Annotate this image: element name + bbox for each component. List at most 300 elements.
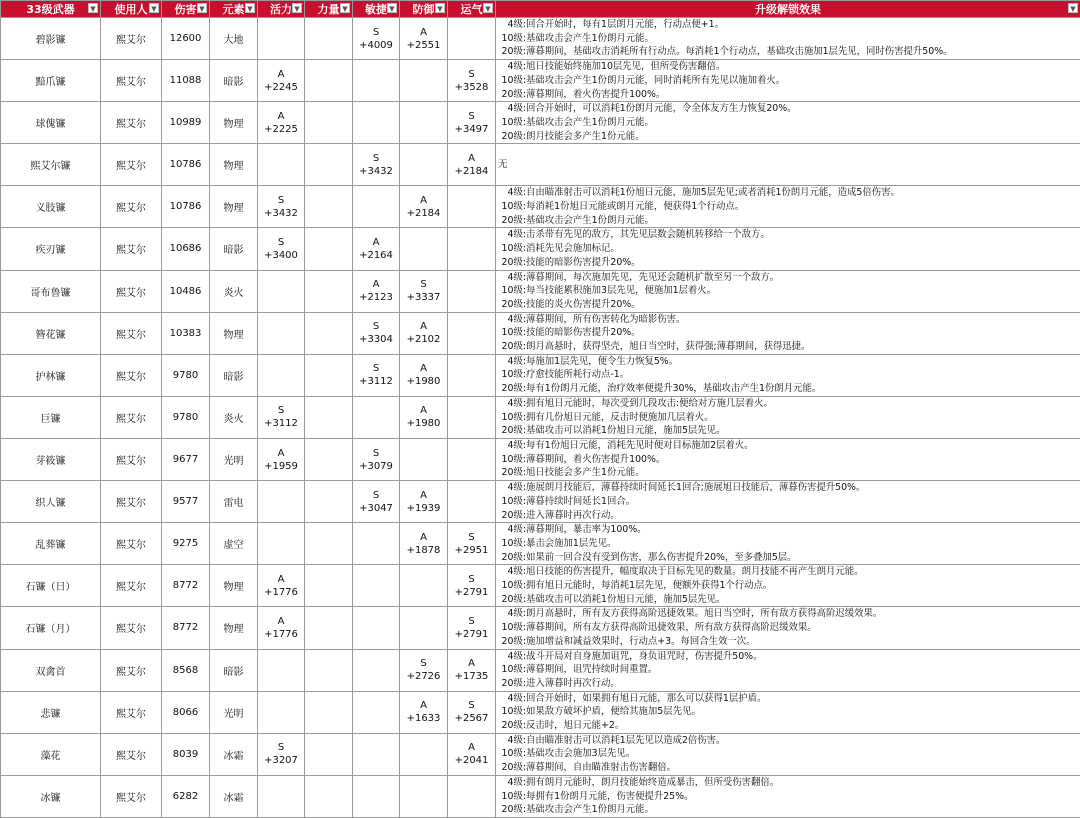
user-cell: 熙艾尔 — [101, 691, 162, 733]
effect-line — [498, 368, 1080, 382]
luck-cell — [448, 270, 496, 312]
effect-level: 4级: — [498, 18, 526, 32]
effect-level: 10级: — [498, 663, 526, 677]
effect-level: 10级: — [498, 537, 526, 551]
element-cell: 炎火 — [210, 270, 258, 312]
stat-value: +3337 — [400, 291, 447, 304]
effects-cell — [496, 186, 1080, 228]
filter-dropdown-icon[interactable]: ▼ — [387, 3, 397, 13]
effect-text: 自由瞄准射击可以消耗1层先见以造成2倍伤害。 — [526, 735, 725, 746]
vitality-cell — [258, 733, 305, 775]
damage-cell: 10989 — [162, 102, 210, 144]
effect-line — [498, 284, 1080, 298]
filter-dropdown-icon[interactable]: ▼ — [149, 3, 159, 13]
effect-text: 进入薄暮时再次行动。 — [526, 678, 620, 689]
effects-cell — [496, 649, 1080, 691]
element-cell: 物理 — [210, 312, 258, 354]
stat-value: +3432 — [258, 207, 304, 220]
effect-line — [498, 18, 1080, 32]
effect-level: 20级: — [498, 214, 526, 228]
stat-value: +3112 — [353, 375, 399, 388]
strength-cell — [305, 775, 353, 817]
stat-value: +1878 — [400, 544, 447, 557]
effect-line — [498, 677, 1080, 691]
header-agi[interactable] — [353, 1, 400, 18]
effects-cell — [496, 312, 1080, 354]
effect-line — [498, 650, 1080, 664]
stat-value: +4009 — [353, 39, 399, 52]
effect-text: 拥有旭日元能时，每消耗1层先见，便额外获得1个行动点。 — [526, 580, 772, 591]
effect-level: 4级: — [498, 60, 526, 74]
stat-value: +2245 — [258, 81, 304, 94]
effect-text: 基础攻击会产生1份朗月元能。 — [526, 33, 654, 44]
effect-level: 10级: — [498, 453, 526, 467]
luck-cell — [448, 228, 496, 270]
filter-dropdown-icon[interactable]: ▼ — [1068, 3, 1078, 13]
luck-cell — [448, 691, 496, 733]
stat-value: +2951 — [448, 544, 495, 557]
damage-cell: 10486 — [162, 270, 210, 312]
effect-level: 20级: — [498, 88, 526, 102]
stat-value: +2551 — [400, 39, 447, 52]
table-row — [1, 186, 1080, 228]
effect-line — [498, 761, 1080, 775]
effect-text: 基础攻击会施加3层先见。 — [526, 748, 635, 759]
user-cell: 熙艾尔 — [101, 733, 162, 775]
weapon-cell: 芽筱镰 — [1, 438, 101, 480]
element-cell: 物理 — [210, 607, 258, 649]
effect-level: 20级: — [498, 256, 526, 270]
element-cell: 物理 — [210, 565, 258, 607]
effect-text: 无 — [498, 159, 507, 170]
luck-cell — [448, 733, 496, 775]
effects-cell — [496, 733, 1080, 775]
effect-line — [498, 481, 1080, 495]
agility-cell — [353, 565, 400, 607]
effect-level: 4级: — [498, 523, 526, 537]
effect-level: 4级: — [498, 397, 526, 411]
effects-cell — [496, 481, 1080, 523]
filter-dropdown-icon[interactable]: ▼ — [340, 3, 350, 13]
stat-value: +2123 — [353, 291, 399, 304]
damage-cell: 9677 — [162, 438, 210, 480]
filter-dropdown-icon[interactable]: ▼ — [245, 3, 255, 13]
effect-level: 4级: — [498, 607, 526, 621]
effect-text: 每拥有1份朗月元能，伤害便提升25%。 — [526, 791, 693, 802]
effect-text: 击杀带有先见的敌方，其先见层数会随机转移给一个敌方。 — [526, 229, 770, 240]
effect-text: 薄暮期间，诅咒持续时间重置。 — [526, 664, 657, 675]
element-cell: 雷电 — [210, 481, 258, 523]
header-label: 使用人 — [115, 1, 148, 17]
vitality-cell — [258, 438, 305, 480]
damage-cell: 9780 — [162, 354, 210, 396]
damage-cell: 8066 — [162, 691, 210, 733]
effect-line — [498, 45, 1080, 59]
effects-cell — [496, 102, 1080, 144]
header-element[interactable] — [210, 1, 258, 18]
effect-text: 拥有旭日元能时，每次受到几段攻击:便给对方施几层着火。 — [526, 398, 773, 409]
effect-line — [498, 453, 1080, 467]
weapon-cell: 碧影镰 — [1, 18, 101, 60]
effect-text: 拥有朗月元能时，朗月技能始终造成暴击，但所受伤害翻倍。 — [526, 777, 779, 788]
effect-text: 每施加1层先见，便令生力恢复5%。 — [526, 356, 678, 367]
effects-cell — [496, 523, 1080, 565]
element-cell: 物理 — [210, 186, 258, 228]
effect-level: 4级: — [498, 271, 526, 285]
strength-cell — [305, 649, 353, 691]
stat-grade: A — [400, 489, 447, 502]
effect-line — [498, 60, 1080, 74]
weapon-cell: 藻花 — [1, 733, 101, 775]
stat-value: +2041 — [448, 754, 495, 767]
effect-level: 20级: — [498, 45, 526, 59]
stat-grade: S — [448, 573, 495, 586]
effects-cell — [496, 565, 1080, 607]
stat-value: +2184 — [400, 207, 447, 220]
weapon-cell: 义肢镰 — [1, 186, 101, 228]
header-user[interactable] — [101, 1, 162, 18]
effect-text: 旭日技能始终施加10层先见，但所受伤害翻倍。 — [526, 61, 725, 72]
element-cell: 冰霜 — [210, 733, 258, 775]
stat-grade: A — [258, 447, 304, 460]
effect-line — [498, 298, 1080, 312]
weapon-cell: 悲镰 — [1, 691, 101, 733]
header-label: 33级武器 — [26, 1, 74, 17]
stat-grade: A — [400, 194, 447, 207]
stat-grade: S — [448, 68, 495, 81]
effect-level: 20级: — [498, 340, 526, 354]
stat-grade: S — [353, 320, 399, 333]
stat-grade: S — [353, 489, 399, 502]
user-cell: 熙艾尔 — [101, 186, 162, 228]
user-cell: 熙艾尔 — [101, 481, 162, 523]
luck-cell — [448, 481, 496, 523]
effect-line — [498, 466, 1080, 480]
stat-grade: S — [448, 699, 495, 712]
stat-value: +1959 — [258, 460, 304, 473]
header-str[interactable] — [305, 1, 353, 18]
effect-level: 10级: — [498, 747, 526, 761]
luck-cell — [448, 102, 496, 144]
effect-line — [498, 719, 1080, 733]
luck-cell — [448, 312, 496, 354]
effect-level: 10级: — [498, 705, 526, 719]
stat-grade: A — [258, 615, 304, 628]
vitality-cell — [258, 354, 305, 396]
stat-grade: S — [448, 615, 495, 628]
agility-cell — [353, 481, 400, 523]
effect-level: 10级: — [498, 242, 526, 256]
effect-level: 10级: — [498, 116, 526, 130]
stat-grade: A — [400, 531, 447, 544]
effect-level: 20级: — [498, 382, 526, 396]
vitality-cell — [258, 18, 305, 60]
effect-text: 进入薄暮时再次行动。 — [526, 510, 620, 521]
header-def[interactable] — [400, 1, 448, 18]
strength-cell — [305, 228, 353, 270]
defense-cell — [400, 312, 448, 354]
stat-grade: A — [258, 110, 304, 123]
strength-cell — [305, 481, 353, 523]
effect-line — [498, 663, 1080, 677]
weapon-cell: 石镰（日） — [1, 565, 101, 607]
stat-grade: S — [258, 741, 304, 754]
effect-level: 10级: — [498, 411, 526, 425]
agility-cell — [353, 312, 400, 354]
element-cell: 物理 — [210, 144, 258, 186]
user-cell: 熙艾尔 — [101, 396, 162, 438]
defense-cell — [400, 691, 448, 733]
table-row — [1, 565, 1080, 607]
weapon-cell: 护林镰 — [1, 354, 101, 396]
effect-text: 战斗开局对自身施加诅咒，身负诅咒时，伤害提升50%。 — [526, 651, 762, 662]
effect-level: 20级: — [498, 424, 526, 438]
stat-value: +1776 — [258, 628, 304, 641]
effect-line — [498, 228, 1080, 242]
strength-cell — [305, 102, 353, 144]
weapon-cell: 黯爪镰 — [1, 60, 101, 102]
effect-line — [498, 397, 1080, 411]
filter-dropdown-icon[interactable]: ▼ — [435, 3, 445, 13]
header-label: 力量 — [318, 1, 340, 17]
effect-text: 每当技能累积施加3层先见，便施加1层着火。 — [526, 285, 716, 296]
effect-text: 薄暮期间，着火伤害提升100%。 — [526, 454, 665, 465]
damage-cell: 12600 — [162, 18, 210, 60]
effect-line — [498, 313, 1080, 327]
header-label: 活力 — [270, 1, 292, 17]
effect-line — [498, 355, 1080, 369]
user-cell: 熙艾尔 — [101, 354, 162, 396]
effect-line — [498, 382, 1080, 396]
effects-cell — [496, 691, 1080, 733]
agility-cell — [353, 270, 400, 312]
effect-text: 基础攻击可以消耗1份旭日元能，施加5层先见。 — [526, 594, 725, 605]
vitality-cell — [258, 270, 305, 312]
effects-cell — [496, 396, 1080, 438]
strength-cell — [305, 60, 353, 102]
user-cell: 熙艾尔 — [101, 775, 162, 817]
header-weapon[interactable] — [1, 1, 101, 18]
stat-grade: A — [400, 699, 447, 712]
damage-cell: 10786 — [162, 144, 210, 186]
effect-level: 4级: — [498, 228, 526, 242]
strength-cell — [305, 144, 353, 186]
effect-level: 4级: — [498, 481, 526, 495]
damage-cell: 8568 — [162, 649, 210, 691]
effect-text: 基础攻击会产生1份朗月元能。 — [526, 117, 654, 128]
vitality-cell — [258, 607, 305, 649]
effect-text: 朗月高悬时，所有友方获得高阶迅捷效果。旭日当空时，所有敌方获得高阶迟缓效果。 — [526, 608, 882, 619]
stat-value: +1735 — [448, 670, 495, 683]
effect-text: 薄暮期间，着火伤害提升100%。 — [526, 89, 665, 100]
vitality-cell — [258, 186, 305, 228]
effect-line — [498, 803, 1080, 817]
defense-cell — [400, 523, 448, 565]
stat-grade: S — [400, 657, 447, 670]
effect-text: 技能的暗影伤害提升20%。 — [526, 327, 641, 338]
stat-grade: A — [400, 362, 447, 375]
table-row — [1, 649, 1080, 691]
table-row — [1, 775, 1080, 817]
effect-line — [498, 200, 1080, 214]
damage-cell: 8772 — [162, 565, 210, 607]
element-cell: 物理 — [210, 102, 258, 144]
effect-text: 拥有几份旭日元能，反击时便施加几层着火。 — [526, 412, 714, 423]
element-cell: 虚空 — [210, 523, 258, 565]
defense-cell — [400, 438, 448, 480]
damage-cell: 9275 — [162, 523, 210, 565]
stat-grade: A — [353, 236, 399, 249]
stat-value: +3207 — [258, 754, 304, 767]
stat-grade: S — [353, 447, 399, 460]
element-cell: 大地 — [210, 18, 258, 60]
element-cell: 暗影 — [210, 60, 258, 102]
effects-cell — [496, 228, 1080, 270]
luck-cell — [448, 775, 496, 817]
effect-text: 基础攻击会产生1份朗月元能，同时消耗所有先见以施加着火。 — [526, 75, 785, 86]
stat-value: +3304 — [353, 333, 399, 346]
effects-cell — [496, 270, 1080, 312]
strength-cell — [305, 312, 353, 354]
table-row — [1, 102, 1080, 144]
defense-cell — [400, 228, 448, 270]
effect-text: 技能的暗影伤害提升20%。 — [526, 257, 641, 268]
strength-cell — [305, 396, 353, 438]
stat-grade: A — [258, 68, 304, 81]
agility-cell — [353, 228, 400, 270]
effect-line — [498, 692, 1080, 706]
effect-line — [498, 776, 1080, 790]
stat-grade: S — [353, 152, 399, 165]
effect-line — [498, 621, 1080, 635]
element-cell: 冰霜 — [210, 775, 258, 817]
user-cell: 熙艾尔 — [101, 60, 162, 102]
weapon-cell: 织人镰 — [1, 481, 101, 523]
header-label: 防御 — [413, 1, 435, 17]
header-luck[interactable] — [448, 1, 496, 18]
luck-cell — [448, 18, 496, 60]
agility-cell — [353, 354, 400, 396]
effect-line — [498, 116, 1080, 130]
vitality-cell — [258, 396, 305, 438]
vitality-cell — [258, 312, 305, 354]
effect-line — [498, 326, 1080, 340]
table-row — [1, 270, 1080, 312]
stat-value: +2164 — [353, 249, 399, 262]
luck-cell — [448, 186, 496, 228]
defense-cell — [400, 18, 448, 60]
filter-dropdown-icon[interactable]: ▼ — [88, 3, 98, 13]
stat-grade: A — [353, 278, 399, 291]
table-row — [1, 354, 1080, 396]
table-row — [1, 691, 1080, 733]
defense-cell — [400, 481, 448, 523]
stat-grade: A — [400, 320, 447, 333]
stat-value: +2791 — [448, 586, 495, 599]
user-cell: 熙艾尔 — [101, 438, 162, 480]
stat-grade: S — [353, 362, 399, 375]
effect-text: 如果敌方破坏护盾，便给其施加5层先见。 — [526, 706, 701, 717]
vitality-cell — [258, 144, 305, 186]
weapon-cell: 疾刃镰 — [1, 228, 101, 270]
filter-dropdown-icon[interactable]: ▼ — [292, 3, 302, 13]
stat-grade: A — [258, 573, 304, 586]
effect-text: 每消耗1份旭日元能或朗月元能，便获得1个行动点。 — [526, 201, 744, 212]
agility-cell — [353, 60, 400, 102]
effect-text: 薄暮期间，自由瞄准射击伤害翻倍。 — [526, 762, 676, 773]
weapon-cell: 哥布鲁镰 — [1, 270, 101, 312]
filter-dropdown-icon[interactable]: ▼ — [483, 3, 493, 13]
effect-line — [498, 495, 1080, 509]
effect-level: 10级: — [498, 621, 526, 635]
header-vit[interactable] — [258, 1, 305, 18]
filter-dropdown-icon[interactable]: ▼ — [197, 3, 207, 13]
defense-cell — [400, 733, 448, 775]
effects-cell — [496, 18, 1080, 60]
effect-line — [498, 88, 1080, 102]
element-cell: 暗影 — [210, 649, 258, 691]
stat-value: +2726 — [400, 670, 447, 683]
effects-cell — [496, 144, 1080, 186]
luck-cell — [448, 144, 496, 186]
table-row — [1, 312, 1080, 354]
luck-cell — [448, 396, 496, 438]
stat-value: +1939 — [400, 502, 447, 515]
vitality-cell — [258, 775, 305, 817]
stat-value: +3400 — [258, 249, 304, 262]
agility-cell — [353, 649, 400, 691]
defense-cell — [400, 144, 448, 186]
effect-text: 基础攻击可以消耗1份旭日元能，施加5层先见。 — [526, 425, 725, 436]
vitality-cell — [258, 691, 305, 733]
effect-level: 4级: — [498, 313, 526, 327]
effect-text: 消耗先见会施加标记。 — [526, 243, 620, 254]
stat-grade: A — [400, 404, 447, 417]
luck-cell — [448, 607, 496, 649]
header-damage[interactable] — [162, 1, 210, 18]
element-cell: 暗影 — [210, 228, 258, 270]
table-row — [1, 144, 1080, 186]
damage-cell: 10786 — [162, 186, 210, 228]
effect-text: 基础攻击会产生1份朗月元能。 — [526, 804, 654, 815]
header-effects[interactable] — [496, 1, 1080, 18]
agility-cell — [353, 102, 400, 144]
strength-cell — [305, 186, 353, 228]
effect-text: 薄暮期间，所有友方获得高阶迅捷效果，所有敌方获得高阶迟缓效果。 — [526, 622, 817, 633]
header-label: 元素 — [223, 1, 245, 17]
strength-cell — [305, 733, 353, 775]
stat-grade: A — [448, 657, 495, 670]
agility-cell — [353, 438, 400, 480]
luck-cell — [448, 438, 496, 480]
user-cell: 熙艾尔 — [101, 607, 162, 649]
effect-level: 20级: — [498, 593, 526, 607]
effect-level: 20级: — [498, 761, 526, 775]
effect-line — [498, 551, 1080, 565]
vitality-cell — [258, 228, 305, 270]
luck-cell — [448, 523, 496, 565]
effects-cell — [496, 438, 1080, 480]
effect-text: 如果前一回合没有受到伤害，那么伤害提升20%，至多叠加5层。 — [526, 552, 797, 563]
effect-line — [498, 439, 1080, 453]
strength-cell — [305, 523, 353, 565]
effect-text: 施展朗月技能后，薄暮持续时间延长1回合;施展旭日技能后，薄暮伤害提升50%。 — [526, 482, 865, 493]
table-row — [1, 438, 1080, 480]
weapon-cell: 球傀镰 — [1, 102, 101, 144]
defense-cell — [400, 775, 448, 817]
user-cell: 熙艾尔 — [101, 565, 162, 607]
effect-level: 20级: — [498, 551, 526, 565]
